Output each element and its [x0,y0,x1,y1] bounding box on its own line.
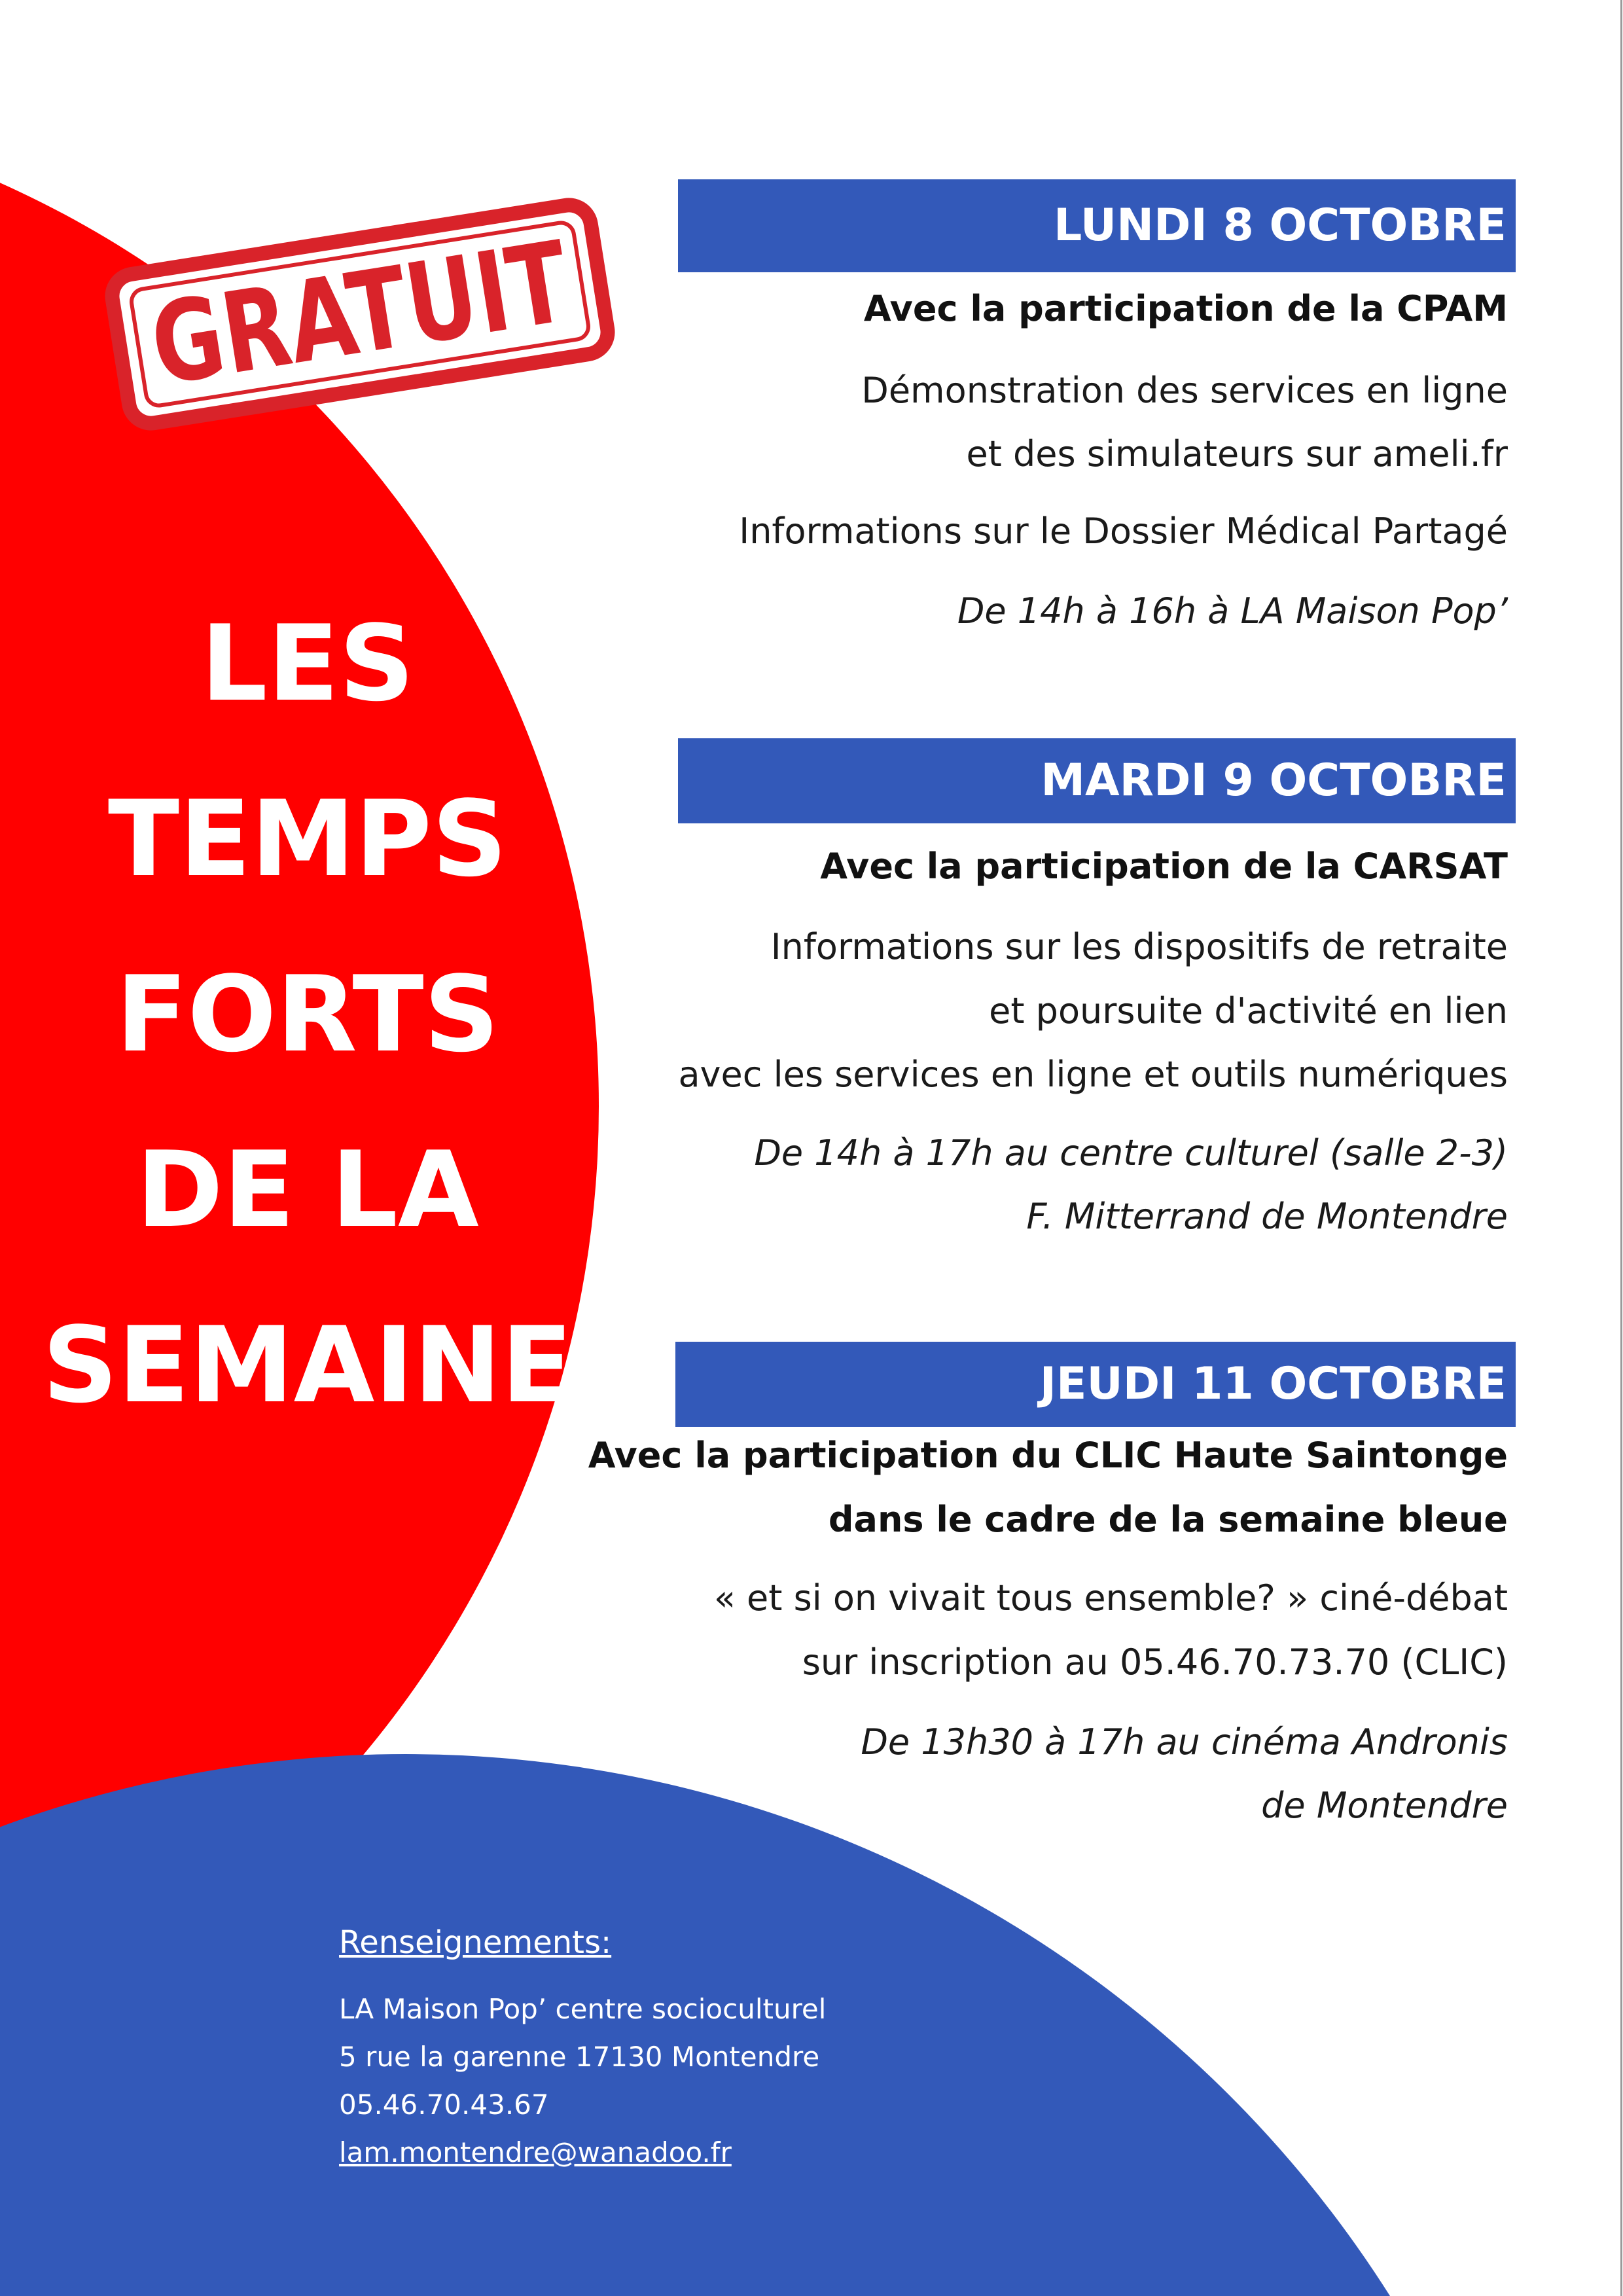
detail-line: et des simulateurs sur ameli.fr [966,433,1508,475]
headline [39,576,576,1453]
gratuit-stamp [92,177,695,452]
contact-phone: 05.46.70.43.67 [339,2089,549,2121]
participation-line: Avec la participation de la CPAM [863,288,1508,329]
contact-heading: Renseignements: [339,1924,612,1961]
participation-line: dans le cadre de la semaine bleue [828,1499,1508,1540]
stamp-text: GRATUIT [143,198,695,411]
detail-line: Informations sur le Dossier Médical Partagé [739,511,1508,552]
day-header-mardi: MARDI 9 OCTOBRE [678,738,1516,823]
schedule-line: De 14h à 16h à LA Maison Pop’ [957,590,1508,632]
detail-line: « et si on vivait tous ensemble? » ciné-débat [713,1577,1508,1619]
headline-line: TEMPS [107,778,508,900]
day-header-lundi: LUNDI 8 OCTOBRE [678,179,1516,272]
headline-line: FORTS [116,953,499,1075]
detail-line: avec les services en ligne et outils numériques [678,1054,1508,1095]
detail-line: Informations sur les dispositifs de retraite [770,926,1508,967]
detail-line: Démonstration des services en ligne [861,370,1508,411]
contact-email-link[interactable]: lam.montendre@wanadoo.fr [339,2136,732,2168]
headline-line: DE LA [136,1128,479,1251]
detail-line: et poursuite d'activité en lien [989,990,1508,1031]
schedule-line: De 13h30 à 17h au cinéma Andronis [861,1721,1508,1763]
headline-line: SEMAINE [42,1304,573,1426]
headline-line: LES [200,602,415,725]
contact-address: 5 rue la garenne 17130 Montendre [339,2041,820,2073]
day-header-jeudi: JEUDI 11 OCTOBRE [675,1342,1516,1427]
schedule-line: F. Mitterrand de Montendre [1026,1196,1508,1237]
participation-line: Avec la participation de la CARSAT [820,846,1508,887]
schedule-line: de Montendre [1261,1785,1508,1826]
page-edge [1620,0,1622,2296]
participation-line: Avec la participation du CLIC Haute Saintonge [588,1435,1508,1476]
schedule-line: De 14h à 17h au centre culturel (salle 2-3) [754,1132,1508,1174]
contact-name: LA Maison Pop’ centre socioculturel [339,1993,827,2025]
blue-circle [0,1754,1571,2296]
detail-line: sur inscription au 05.46.70.73.70 (CLIC) [802,1641,1508,1683]
